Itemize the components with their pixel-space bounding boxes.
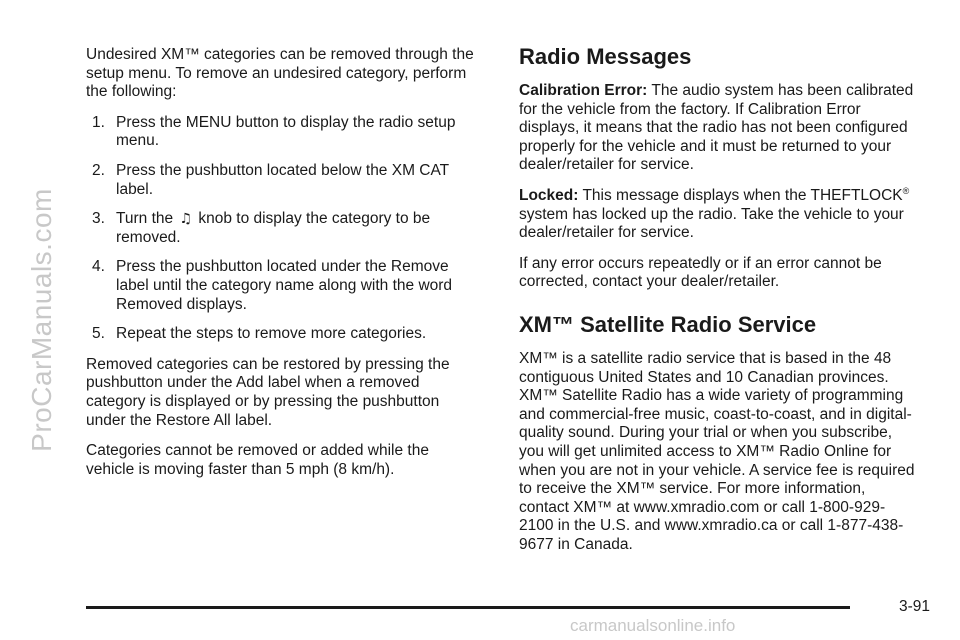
registered-mark: ®	[902, 185, 910, 196]
speed-paragraph: Categories cannot be removed or added while the vehicle is moving faster than 5 mph (8 km/h).	[86, 442, 429, 478]
step-text: Press the pushbutton located under the Remove label until the category name along with the word Removed displays.	[116, 258, 453, 313]
step-item	[86, 114, 478, 151]
step-item	[86, 258, 478, 314]
intro-paragraph: Undesired XM™ categories can be removed through the setup menu. To remove an undesired category, perform the following:	[86, 46, 474, 101]
step-text: Press the MENU button to display the radio setup menu.	[116, 113, 456, 150]
xm-service-heading: XM™ Satellite Radio Service	[519, 311, 817, 337]
locked-paragraph	[519, 187, 919, 243]
side-watermark	[18, 0, 66, 640]
step-number: 5.	[92, 325, 105, 343]
step-text-pre: Turn the	[116, 210, 174, 228]
step-text-post: knob to display the category to be removed.	[116, 210, 431, 246]
page-number: 3-91	[898, 598, 930, 615]
music-note-icon: ♫	[179, 211, 193, 228]
footer-watermark: carmanualsonline.info	[570, 616, 736, 635]
side-watermark-text: ProCarManuals.com	[26, 188, 58, 452]
step-number: 2.	[92, 161, 105, 179]
step-item	[86, 325, 478, 344]
step-item	[86, 210, 478, 247]
step-text: Press the pushbutton located below the XM CAT label.	[116, 161, 449, 198]
step-number: 1.	[92, 113, 105, 131]
step-number: 3.	[92, 210, 105, 228]
xm-service-paragraph: XM™ is a satellite radio service that is based in the 48 contiguous United States and 10 Canadian provinces. XM™ Satellite Radio has a wide variety of programming and commercial-free music, coast-to-coast, and in digital-quality sound. During your trial or when you subscribe, you will get unlimited access to XM™ Radio Online for when you are not in your vehicle. A service fee is required to receive the XM™ service. For more information, contact XM™ at www.xmradio.com or call 1-800-929-2100 in the U.S. and www.xmradio.ca or call 1-877-438-9677 in Canada.	[519, 349, 915, 553]
right-column	[519, 44, 919, 566]
locked-term: Locked:	[519, 186, 579, 204]
error-paragraph: If any error occurs repeatedly or if an error cannot be corrected, contact your dealer/retailer.	[519, 254, 882, 291]
removal-steps-list	[86, 114, 478, 344]
locked-text-a: This message displays when the THEFTLOCK	[582, 186, 903, 204]
radio-messages-heading: Radio Messages	[519, 44, 692, 69]
restore-paragraph: Removed categories can be restored by pressing the pushbutton under the Add label when a removed category is displayed or by pressing the pushbutton under the Restore All label.	[86, 355, 450, 429]
step-text: Repeat the steps to remove more categories.	[116, 325, 427, 343]
calibration-term: Calibration Error:	[519, 82, 648, 99]
step-item	[86, 162, 478, 199]
footer-rule	[86, 606, 850, 609]
left-column	[86, 46, 478, 491]
calibration-paragraph	[519, 82, 919, 175]
calibration-text: The audio system has been calibrated for the vehicle from the factory. If Calibration Error displays, it means that the radio has not been configured properly for the vehicle and it must be returned to your dealer/retailer for service.	[519, 82, 914, 174]
locked-text-b: system has locked up the radio. Take the vehicle to your dealer/retailer for service.	[519, 205, 904, 242]
step-number: 4.	[92, 258, 105, 276]
